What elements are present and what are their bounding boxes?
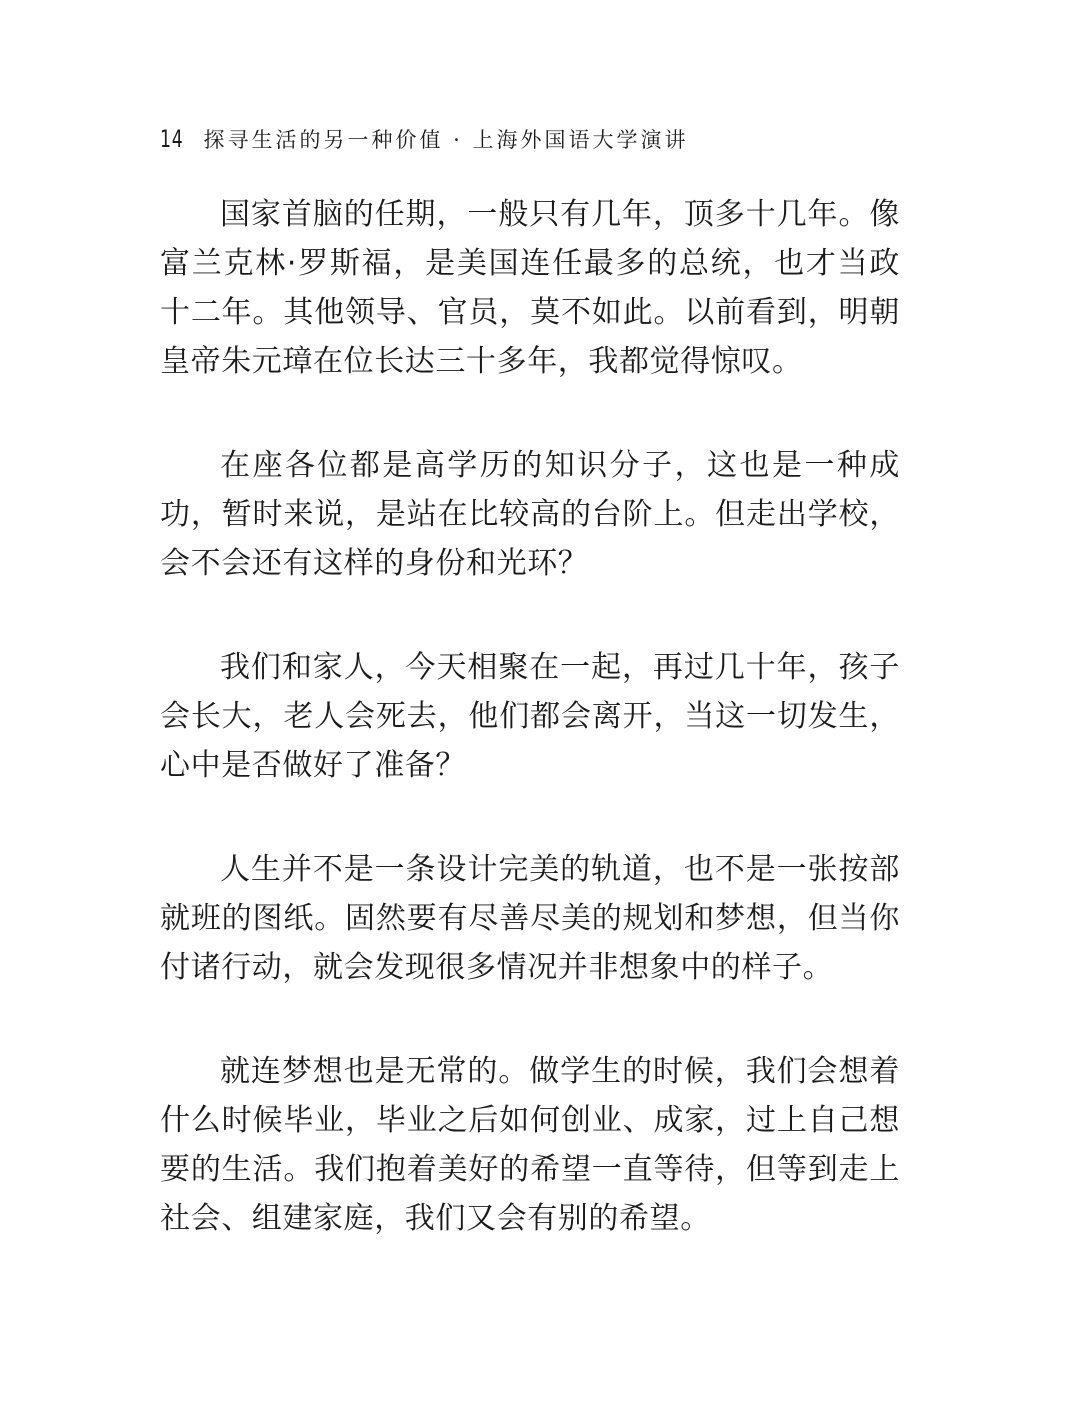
body-text [160, 190, 900, 1298]
page-number: 14 [160, 125, 184, 153]
paragraph-3: 我们和家人，今天相聚在一起，再过几十年，孩子会长大，老人会死去，他们都会离开，当这一切发生，心中是否做好了准备？ [160, 650, 900, 783]
paragraph-1: 国家首脑的任期，一般只有几年，顶多十几年。像富兰克林·罗斯福，是美国连任最多的总统，也才当政十二年。其他领导、官员，莫不如此。以前看到，明朝皇帝朱元璋在位长达三十多年，我都觉得惊叹。 [160, 197, 900, 379]
running-title: 探寻生活的另一种价值 · 上海外国语大学演讲 [203, 128, 689, 152]
running-header [160, 124, 689, 156]
paragraph-5: 就连梦想也是无常的。做学生的时候，我们会想着什么时候毕业，毕业之后如何创业、成家，过上自己想要的生活。我们抱着美好的希望一直等待，但等到走上社会、组建家庭，我们又会有别的希望。 [160, 1054, 900, 1236]
paragraph-2: 在座各位都是高学历的知识分子，这也是一种成功，暂时来说，是站在比较高的台阶上。但走出学校，会不会还有这样的身份和光环？ [160, 448, 900, 581]
paragraph-4: 人生并不是一条设计完美的轨道，也不是一张按部就班的图纸。固然要有尽善尽美的规划和梦想，但当你付诸行动，就会发现很多情况并非想象中的样子。 [160, 852, 900, 985]
